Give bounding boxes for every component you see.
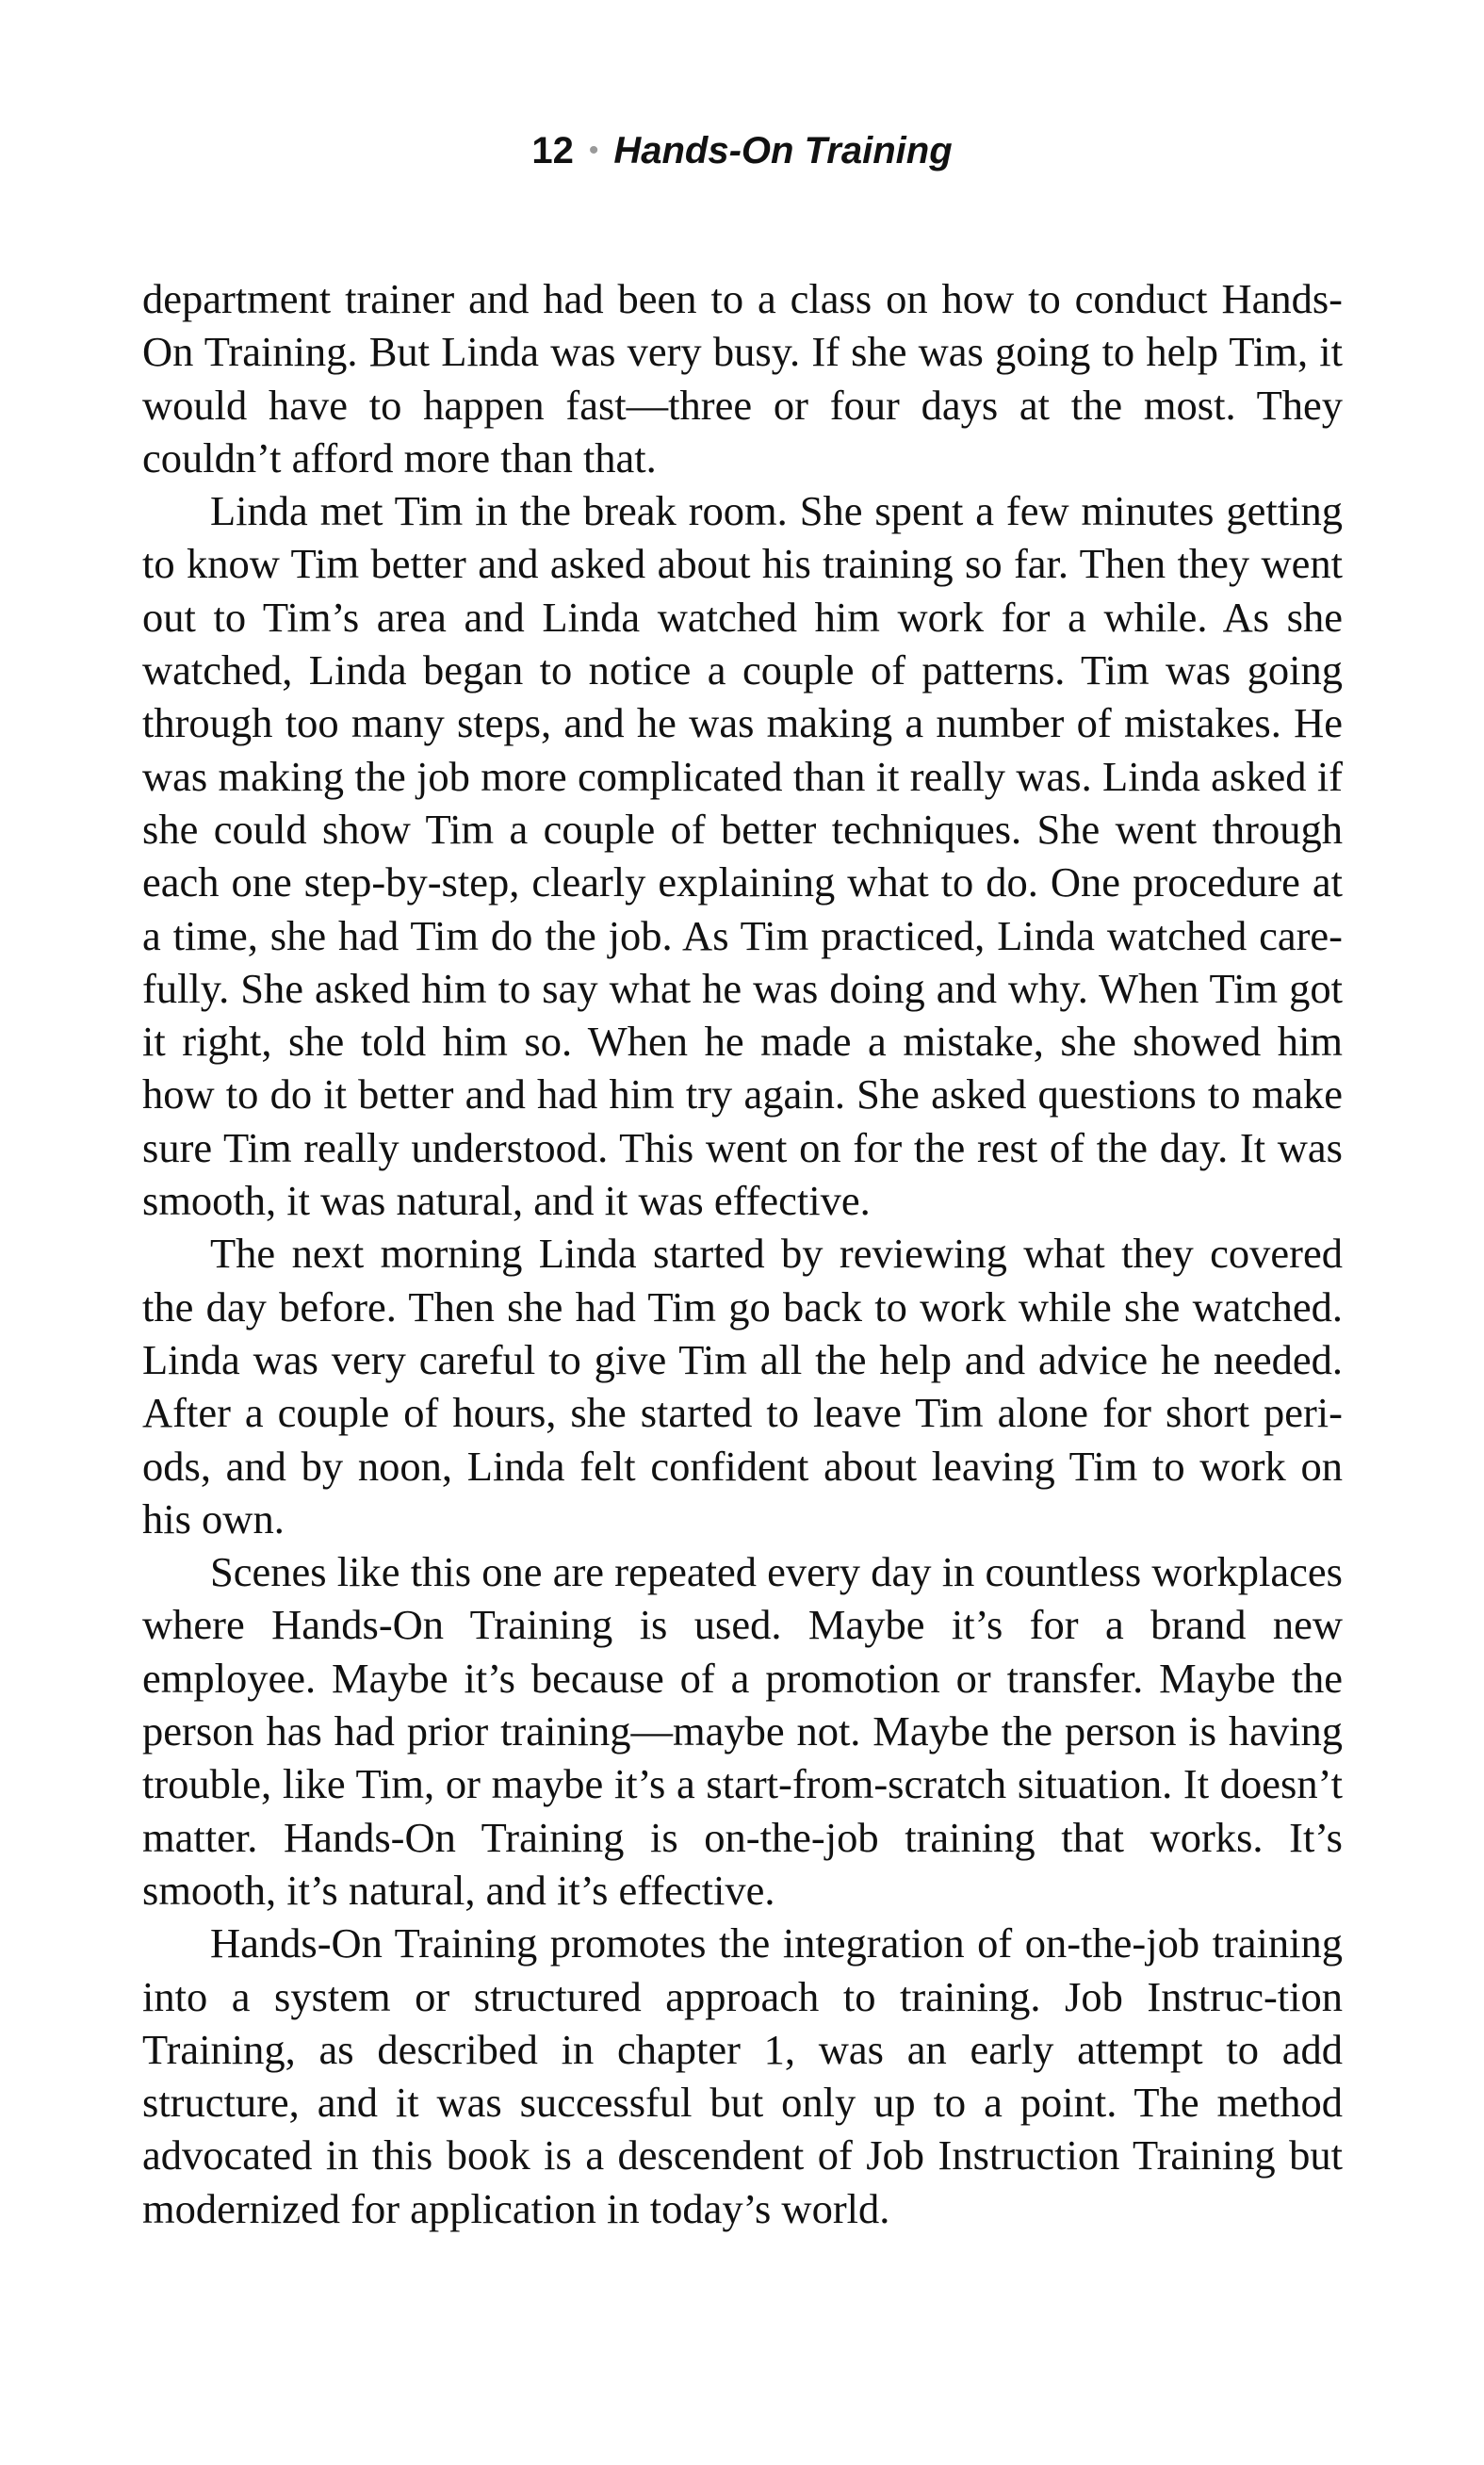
page-number: 12	[531, 130, 574, 171]
paragraph: Hands-On Training promotes the integration of on-the-job training into a system or structured approach to training. Job Instruc-tion Training, as described in chapter 1, was an early attempt to add structure, and it was successful but only up to a point. The method advocated in this book is a descendent of Job Instruction Training but modernized for application in today’s world.	[142, 1919, 1343, 2232]
running-head-title: Hands-On Training	[613, 130, 953, 171]
paragraph: Linda met Tim in the break room. She spent a few minutes getting to know Tim better and asked about his training so far. Then they went out to Tim’s area and Linda watched him work for a while. As she watched, Linda began to notice a couple of patterns. Tim was going through too many steps, and he was making a number of mistakes. He was making the job more complicated than it really was. Linda asked if she could show Tim a couple of better techniques. She went through each one step-by-step, clearly explaining what to do. One procedure at a time, she had Tim do the job. As Tim practiced, Linda watched care-fully. She asked him to say what he was doing and why. When Tim got it right, she told him so. When he made a mistake, she showed him how to do it better and had him try again. She asked questions to make sure Tim really understood. This went on for the rest of the day. It was smooth, it was natural, and it was effective.	[142, 487, 1343, 1225]
paragraph: Scenes like this one are repeated every day in countless workplaces where Hands-On Training is used. Maybe it’s for a brand new employee. Maybe it’s because of a promotion or transfer. Maybe the person has had prior training—maybe not. Maybe the person is having trouble, like Tim, or maybe it’s a start-from-scratch situation. It doesn’t matter. Hands-On Training is on-the-job training that works. It’s smooth, it’s natural, and it’s effective.	[142, 1548, 1343, 1914]
running-head-separator: •	[588, 135, 599, 166]
running-head	[0, 130, 1484, 172]
paragraph: The next morning Linda started by reviewing what they covered the day before. Then she had Tim go back to work while she watched. Linda was very careful to give Tim all the help and advice he needed. After a couple of hours, she started to leave Tim alone for short peri-ods, and by noon, Linda felt confident about leaving Tim to work on his own.	[142, 1230, 1343, 1543]
paragraph-continued: department trainer and had been to a class on how to conduct Hands-On Training. But Linda was very busy. If she was going to help Tim, it would have to happen fast—three or four days at the most. They couldn’t afford more than that.	[142, 275, 1343, 482]
body-text	[142, 272, 1343, 2235]
